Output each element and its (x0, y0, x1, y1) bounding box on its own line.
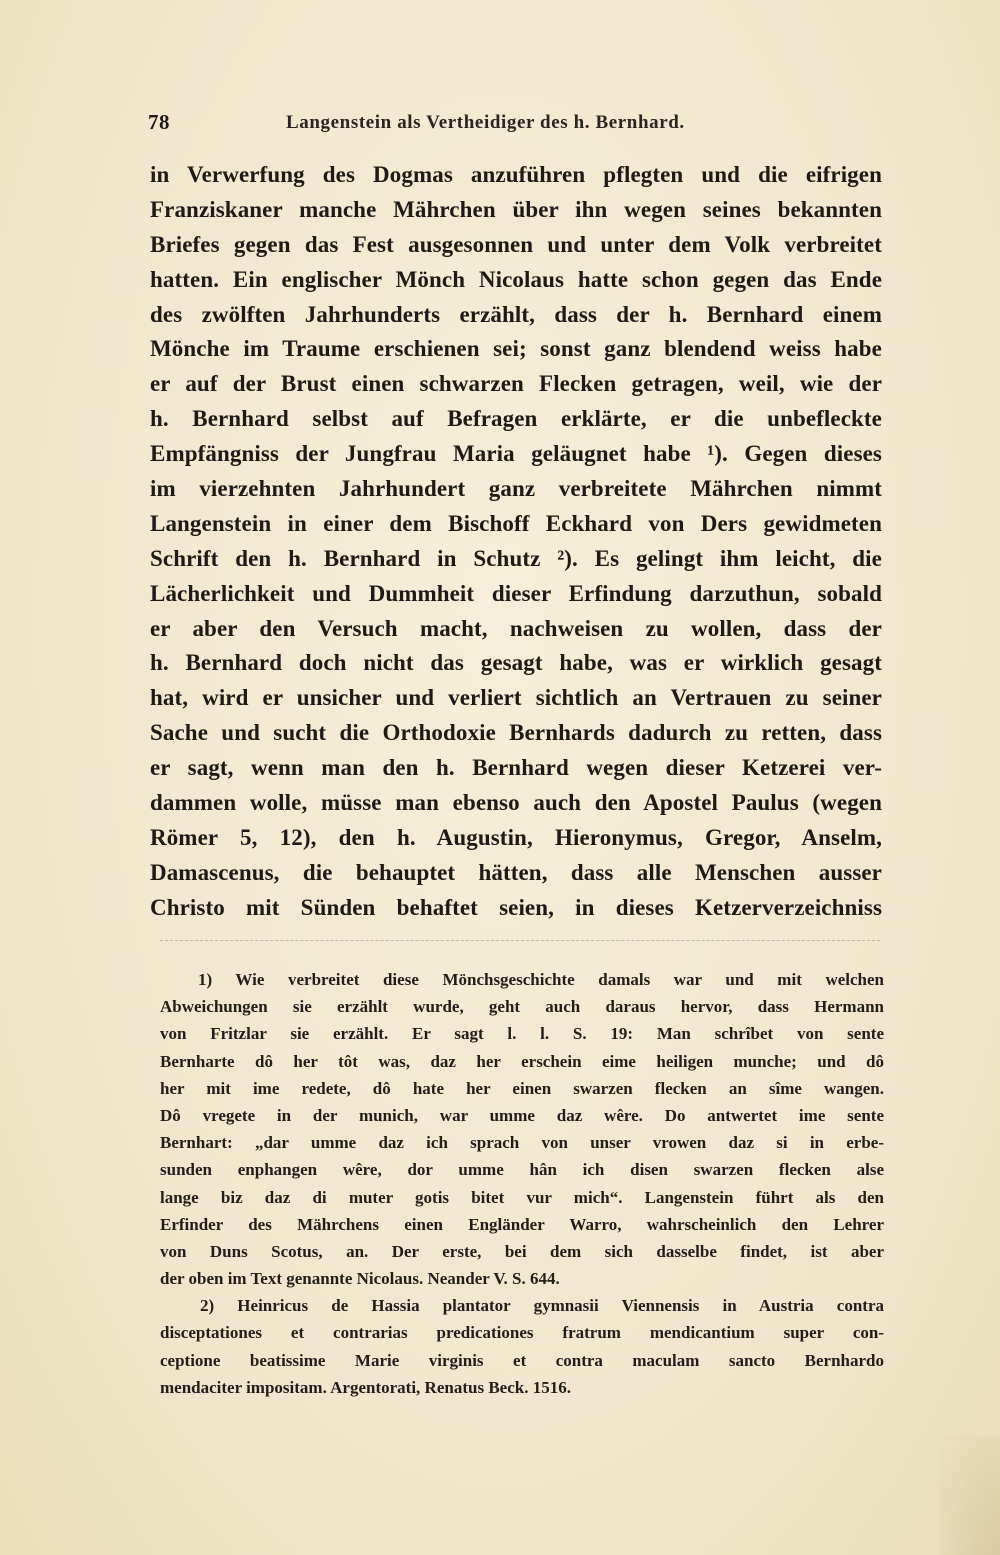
footnote-line: her mit ime redete, dô hate her einen swarzen flecken an sîme wangen. (160, 1078, 884, 1098)
text-line: in Verwerfung des Dogmas anzuführen pflegten und die eifrigen (150, 162, 882, 187)
text-line: Briefes gegen das Fest ausgesonnen und unter dem Volk verbreitet (150, 231, 882, 257)
text-line: h. Bernhard selbst auf Befragen erklärte, er die unbefleckte (150, 406, 882, 432)
text-line: Lächerlichkeit und Dummheit dieser Erfindung darzuthun, sobald (150, 580, 882, 606)
text-line: er aber den Versuch macht, nachweisen zu wollen, dass der (150, 615, 882, 641)
footnote-line: 2) Heinricus de Hassia plantator gymnasii Viennensis in Austria contra (200, 1296, 884, 1316)
footnote-line: der oben im Text genannte Nicolaus. Neander V. S. 644. (160, 1269, 560, 1289)
text-line: Römer 5, 12), den h. Augustin, Hieronymus, Gregor, Anselm, (150, 824, 882, 850)
main-text (150, 158, 882, 926)
text-line: Mönche im Traume erschienen sei; sonst ganz blendend weiss habe (150, 336, 882, 362)
page-number: 78 (148, 110, 170, 134)
footnote-line: sunden enphangen wêre, dor umme hân ich disen swarzen flecken alse (160, 1160, 884, 1180)
footnote-line: von Duns Scotus, an. Der erste, bei dem sich dasselbe findet, ist aber (160, 1241, 884, 1261)
footnote-line: mendaciter impositam. Argentorati, Renatus Beck. 1516. (160, 1377, 571, 1397)
page-stain (940, 1435, 1000, 1555)
page-header (148, 110, 888, 140)
footnotes (160, 966, 884, 1401)
footnote-line: Dô vregete in der munich, war umme daz wêre. Do antwertet ime sente (160, 1105, 884, 1125)
footnote-line: disceptationes et contrarias predicationes fratrum mendicantium super con- (160, 1323, 884, 1343)
text-line: Langenstein in einer dem Bischoff Eckhard von Ders gewidmeten (150, 510, 882, 536)
footnote-line: Bernharte dô her tôt was, daz her erschein eime heiligen munche; und dô (160, 1051, 884, 1071)
footnote-line: ceptione beatissime Marie virginis et contra maculam sancto Bernhardo (160, 1350, 884, 1370)
footnote-line: Erfinder des Mährchens einen Engländer Warro, wahrscheinlich den Lehrer (160, 1214, 884, 1234)
text-line: er sagt, wenn man den h. Bernhard wegen dieser Ketzerei ver- (150, 755, 882, 781)
footnote-line: von Fritzlar sie erzählt. Er sagt l. l. S. 19: Man schrîbet von sente (160, 1024, 884, 1044)
text-line: Damascenus, die behauptet hätten, dass alle Menschen ausser (150, 859, 882, 885)
text-line: hatten. Ein englischer Mönch Nicolaus hatte schon gegen das Ende (150, 266, 882, 292)
text-line: Sache und sucht die Orthodoxie Bernhards dadurch zu retten, dass (150, 720, 882, 746)
text-line: Empfängniss der Jungfrau Maria geläugnet habe ¹). Gegen dieses (150, 441, 882, 467)
footnote-line: 1) Wie verbreitet diese Mönchsgeschichte damals war und mit welchen (198, 970, 884, 989)
text-line: h. Bernhard doch nicht das gesagt habe, was er wirklich gesagt (150, 650, 882, 676)
text-line: dammen wolle, müsse man ebenso auch den Apostel Paulus (wegen (150, 790, 882, 816)
running-title: Langenstein als Vertheidiger des h. Bernhard. (286, 112, 685, 133)
footnote-line: lange biz daz di muter gotis bitet vur mich“. Langenstein führt als den (160, 1187, 884, 1207)
text-line: hat, wird er unsicher und verliert sichtlich an Vertrauen zu seiner (150, 685, 882, 711)
footnote-divider (160, 940, 880, 943)
text-line: im vierzehnten Jahrhundert ganz verbreitete Mährchen nimmt (150, 476, 882, 502)
footnote-line: Abweichungen sie erzählt wurde, geht auch daraus hervor, dass Hermann (160, 997, 884, 1017)
text-line: Schrift den h. Bernhard in Schutz ²). Es gelingt ihm leicht, die (150, 545, 882, 571)
text-line: er auf der Brust einen schwarzen Flecken getragen, weil, wie der (150, 371, 882, 397)
text-line: Franziskaner manche Mährchen über ihn wegen seines bekannten (150, 196, 882, 222)
footnote-line: Bernhart: „dar umme daz ich sprach von unser vrowen daz si in erbe- (160, 1133, 884, 1153)
text-line: des zwölften Jahrhunderts erzählt, dass der h. Bernhard einem (150, 301, 882, 327)
text-line: Christo mit Sünden behaftet seien, in dieses Ketzerverzeichniss (150, 894, 882, 920)
